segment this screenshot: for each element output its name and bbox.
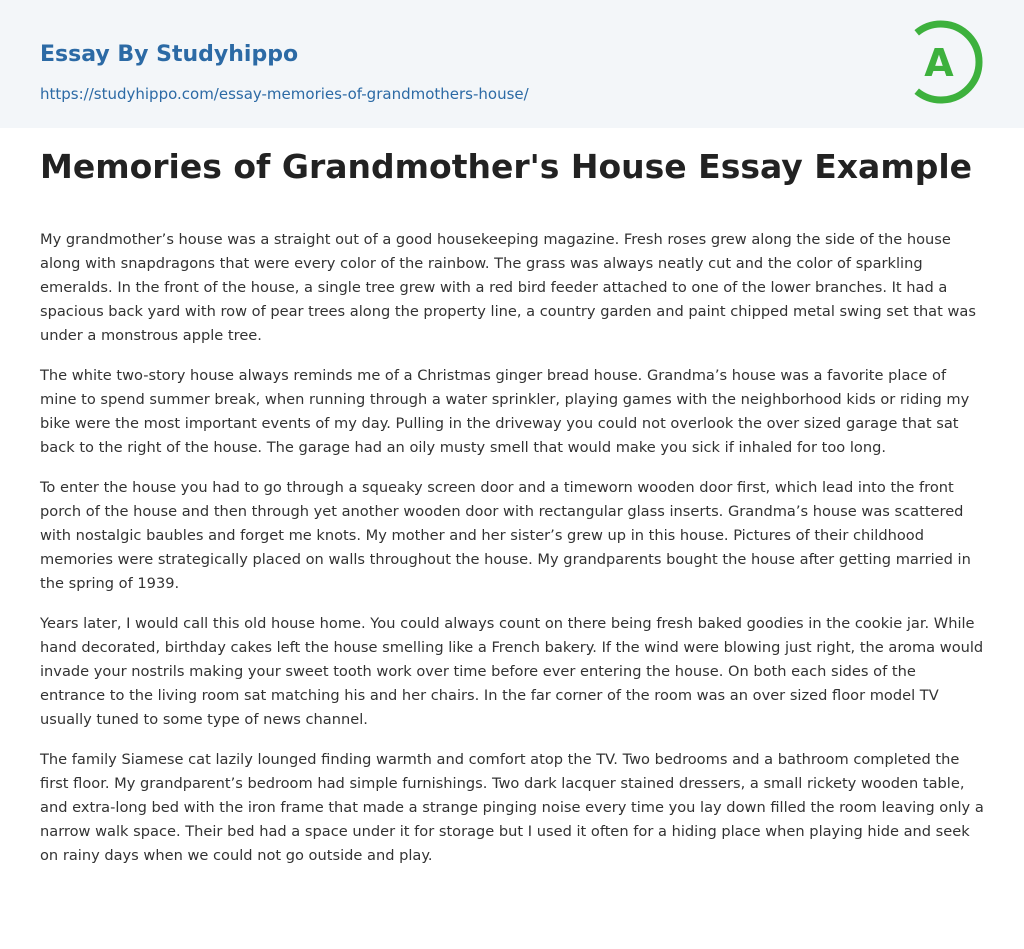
- site-header: [0, 0, 1024, 128]
- essay-paragraph: The white two-story house always reminds me of a Christmas ginger bread house. Grandma’s house was a favorite place of mine to spend summer break, when running through a water sprinkler, playing games with the neighborhood kids or riding my bike were the most important events of my day. Pulling in the driveway you could not overlook the over sized garage that sat back to the right of the house. The garage had an oily musty smell that would make you sick if inhaled for too long.: [40, 367, 970, 456]
- essay-paragraph: My grandmother’s house was a straight out of a good housekeeping magazine. Fresh roses grew along the side of the house along with snapdragons that were every color of the rainbow. The grass was always neatly cut and the color of sparkling emeralds. In the front of the house, a single tree grew with a red bird feeder attached to one of the lower branches. It had a spacious back yard with row of pear trees along the property line, a country garden and paint chipped metal swing set that was under a monstrous apple tree.: [40, 231, 976, 344]
- essay-paragraph: The family Siamese cat lazily lounged finding warmth and comfort atop the TV. Two bedrooms and a bathroom completed the first floor. My grandparent’s bedroom had simple furnishings. Two dark lacquer stained dressers, a small rickety wooden table, and extra-long bed with the iron frame that made a strange pinging noise every time you lay down filled the room leaving only a narrow walk space. Their bed had a space under it for storage but I used it often for a hiding place when playing hide and seek on rainy days when we could not go outside and play.: [40, 751, 984, 864]
- essay-body: [40, 228, 985, 884]
- essay-paragraph: To enter the house you had to go through a squeaky screen door and a timeworn wooden door first, which lead into the front porch of the house and then through yet another wooden door with rectangular glass inserts. Grandma’s house was scattered with nostalgic baubles and forget me knots. My mother and her sister’s grew up in this house. Pictures of their childhood memories were strategically placed on walls throughout the house. My grandparents bought the house after getting married in the spring of 1939.: [40, 479, 971, 592]
- site-brand[interactable]: Essay By Studyhippo: [40, 42, 299, 67]
- page-title: Memories of Grandmother's House Essay Example: [40, 147, 973, 186]
- essay-paragraph: Years later, I would call this old house home. You could always count on there being fresh baked goodies in the cookie jar. While hand decorated, birthday cakes left the house smelling like a French bakery. If the wind were blowing just right, the aroma would invade your nostrils making your sweet tooth work over time before ever entering the house. On both each sides of the entrance to the living room sat matching his and her chairs. In the far corner of the room was an over sized floor model TV usually tuned to some type of news channel.: [40, 615, 984, 728]
- logo-letter: A: [924, 41, 954, 85]
- essay-url-link[interactable]: https://studyhippo.com/essay-memories-of-grandmothers-house/: [40, 85, 529, 103]
- studyhippo-logo-icon[interactable]: [904, 18, 988, 106]
